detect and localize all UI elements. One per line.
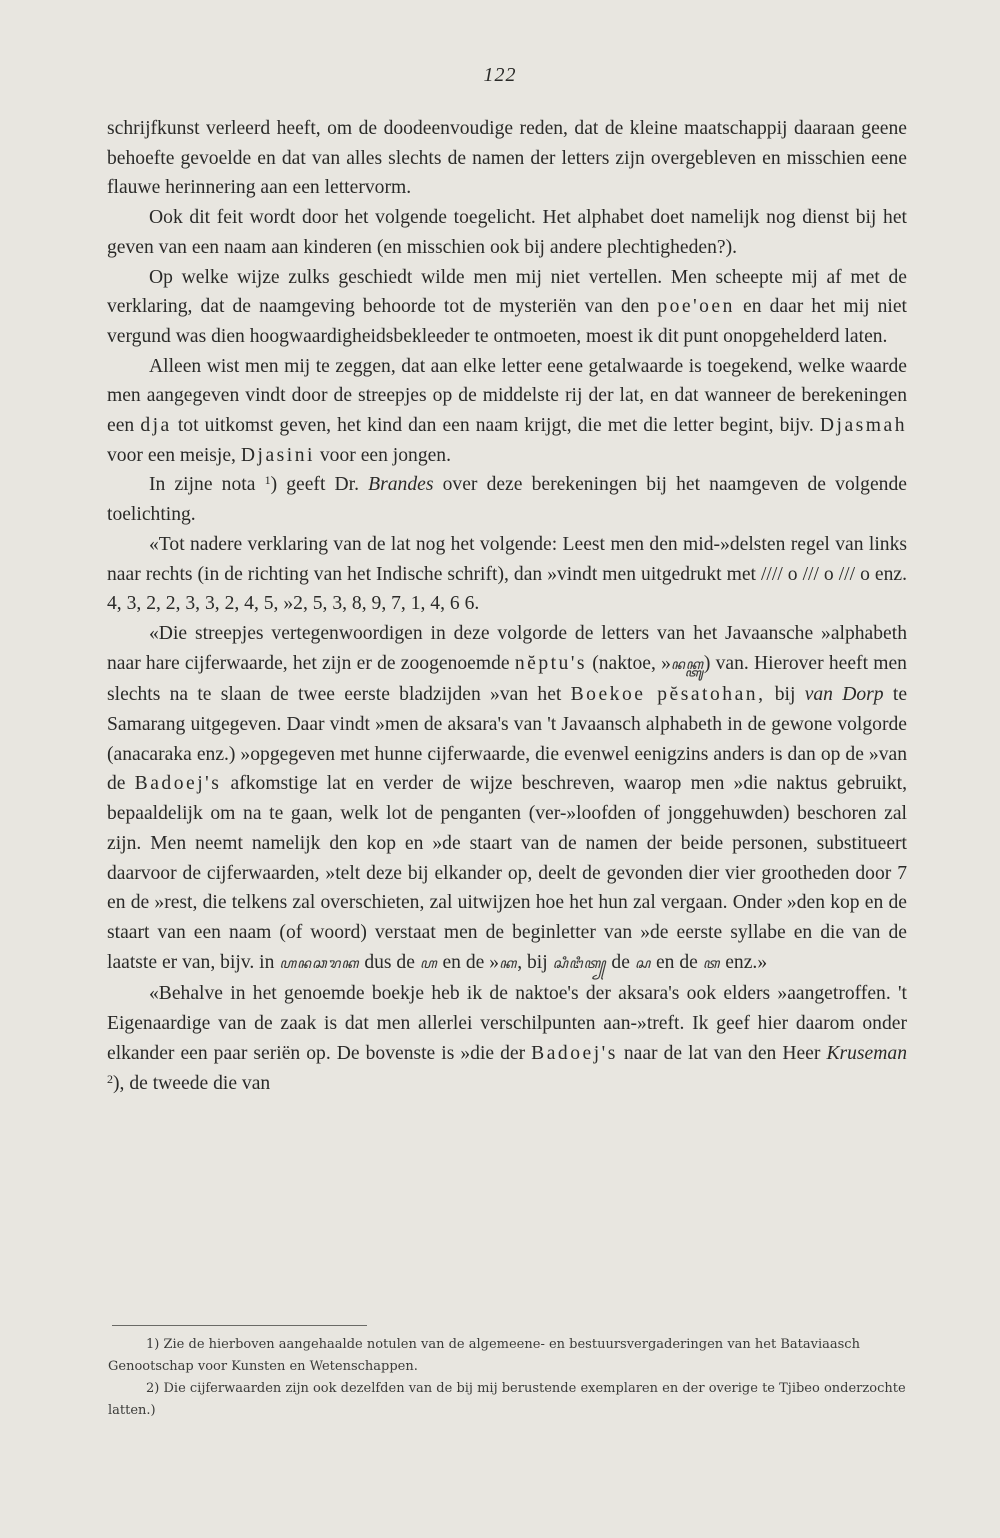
paragraph-8-text-a: «Behalve in het genoemde boekje heb ik de naktoe's der aksara's ook elders »aangetroffen. 't Eigenaardige van de zaak is dat men allerlei verschilpunten aan-»treft. Ik geef hier daarom onder elkander een paar seriën op. De bovenste is »die der [107,983,907,1064]
footnote-2-text: Die cijferwaarden zijn ook dezelfden van de bij mij berustende exemplaren en der overige te Tjibeo onderzochte latten.) [108,1381,906,1418]
paragraph-7 [107,619,907,979]
term-badoejs: Badoej's [134,773,222,795]
paragraph-7-text-k: en de [655,951,698,973]
author-brandes: Brandes [368,474,434,496]
paragraph-6-text-a: «Tot nadere verklaring van de lat nog het volgende: Leest men den mid-»delsten regel van links naar rechts (in de richting van het Indische schrift), dan »vindt men uitgedrukt met //// o /// o /// o enz. [107,533,907,585]
paragraph-3-text-b: en daar het mij niet vergund was dien hoogwaardigheidsbekleeder te ontmoeten, moest ik dit punt onopgehelderd laten. [107,296,907,347]
javanese-script-sa: ꦱ [634,956,652,972]
paragraph-4-text-b: tot uitkomst geven, het kind dan een naam krijgt, die met die letter begint, bijv. [177,415,814,437]
paragraph-7-text-a: «Die streepjes vertegenwoordigen in deze volgorde de letters van het Javaansche »alphabeth naar hare cijferwaarde, het zijn er de zoogenoemde [107,622,907,674]
javanese-script-singit: ꦱꦶꦔꦶꦠ꧀ [552,956,607,972]
footnote-ref-1: 1 [264,473,271,488]
paragraph-2-text: Ook dit feit wordt door het volgende toegelicht. Het alphabet doet namelijk nog dienst bij het geven van een naam aan kinderen (en misschien ook bij andere plechtigheden?). [107,207,907,258]
paragraph-3-text-a: Op welke wijze zulks geschiedt wilde men mij niet vertellen. Men scheepte mij af met de verklaring, dat de naamgeving behoorde tot de mysteriën van den [107,266,907,318]
paragraph-3 [107,263,907,352]
paragraph-8 [107,979,907,1098]
publisher-van-dorp: van Dorp [804,684,884,706]
paragraph-1 [107,114,907,203]
javanese-script-ta: ꦠ [702,956,721,972]
author-kruseman: Kruseman [826,1042,907,1064]
paragraph-7-text-c: ) van. Hierover heeft men slechts na te slaan de twee eerste bladzijden »van het [107,652,907,706]
paragraph-1-text: schrijfkunst verleerd heeft, om de doodeenvoudige reden, dat de kleine maatschappij daaraan geene behoefte gevoelde en dat van alles slechts de namen der letters zijn overgebleven en misschien eene flauwe herinnering aan een lettervorm. [107,118,907,199]
paragraph-6 [107,530,907,619]
javanese-script-anacaraka: ꦲꦤꦕꦫꦏ [279,956,360,972]
footnote-1 [108,1334,908,1378]
paragraph-5-text-c: over deze berekeningen bij het naamgeven de volgende toelichting. [107,474,907,526]
paragraph-7-text-h: en de » [442,951,500,973]
footnote-divider [112,1325,367,1326]
javanese-script-a: ꦲ [419,956,438,972]
footnote-2 [108,1378,908,1422]
title-boekoe-pesatohan: Boekoe pĕsatohan, [570,684,766,706]
paragraph-2 [107,203,907,262]
term-badoejs-2: Badoej's [531,1042,618,1064]
paragraph-7-text-j: de [611,951,630,973]
paragraph-7-text-d: bij [774,684,796,706]
paragraph-4-text-a: Alleen wist men mij te zeggen, dat aan elke letter eene getalwaarde is toegekend, welke waarde men aangegeven vindt door de streepjes op de middelste rij der lat, en dat wanneer de berekeningen een [107,355,907,437]
paragraph-4 [107,352,907,471]
paragraph-7-text-f: afkomstige lat en verder de wijze beschreven, waarop men »die naktus gebruikt, bepaaldelijk om na te gaan, welk lot de penganten (ver-»loofden of jonggehuwden) beschoren zal zijn. Men neemt namelijk den kop en »de staart van de namen der beide personen, substitueert daarvoor de cijferwaarden, »telt deze bij elkander op, deelt de gevonden dier vier grootheden door 7 en de »rest, die telkens zal overschieten, zal uitwijzen hoe het hun zal vergaan. Onder »den kop en de staart van een naam (of woord) verstaat men de beginletter van »de eerste syllabe en die van de laatste er van, bijv. in [107,773,907,973]
paragraph-7-text-e: te Samarang uitgegeven. Daar vindt »men de aksara's van 't Javaansch alphabeth in de gewone volgorde (anacaraka enz.) »opgegeven met hunne cijferwaarde, die evenwel eenigzins anders is dan op de »van de [107,684,908,795]
term-dja: dja [140,415,172,437]
paragraph-7-text-b: (naktoe, » [592,652,671,674]
paragraph-5-text-b: ) geeft Dr. [270,474,360,496]
javanese-script-ka: ꦏ [499,956,518,972]
paragraph-8-text-c: ), de tweede die van [113,1072,271,1094]
footnote-ref-2: 2 [107,1071,113,1086]
name-djasini: Djasini [240,444,315,466]
term-neptus: nĕptu's [514,652,588,674]
footnotes [108,1334,908,1422]
term-poeoen: poe'oen [657,296,735,318]
paragraph-4-text-d: voor een jongen. [319,444,452,466]
paragraph-5 [107,470,907,529]
paragraph-7-text-g: dus de [364,951,415,973]
paragraph-4-text-c: voor een meisje, [107,444,236,466]
paragraph-7-text-i: , bij [517,951,548,973]
body-text [107,114,907,1098]
footnote-1-text: Zie de hierboven aangehaalde notulen van de algemeene- en bestuursvergaderingen van het Bataviaasch Genootschap voor Kunsten en Wetenschappen. [108,1337,860,1374]
name-djasmah: Djasmah [819,415,907,437]
paragraph-5-text-a: In zijne nota [149,474,256,496]
paragraph-7-text-l: enz.» [725,951,768,973]
footnote-2-mark: 2) [146,1381,160,1396]
javanese-script-naktoe: ꦤꦏ꧀ꦠꦸ [670,657,704,673]
page-number: 122 [483,64,517,86]
paragraph-8-text-b: naar de lat van den Heer [623,1042,821,1064]
value-sequence: 4, 3, 2, 2, 3, 3, 2, 4, 5, »2, 5, 3, 8, 9, 7, 1, 4, 6 6. [107,593,480,615]
footnote-1-mark: 1) [146,1337,160,1352]
